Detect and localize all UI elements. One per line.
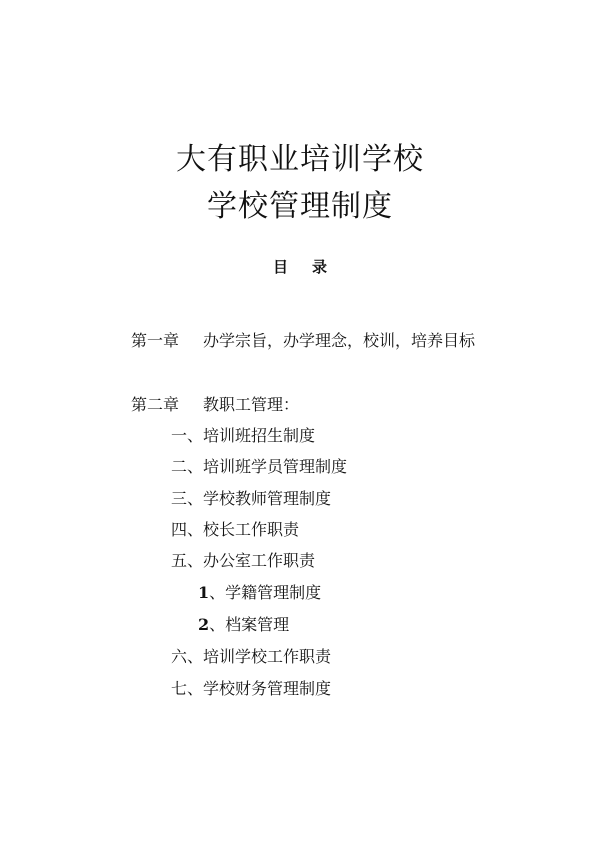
chapter-number: 第二章	[131, 395, 180, 414]
toc-heading-char-2: 录	[312, 258, 328, 276]
subsection-title: 、学籍管理制度	[209, 583, 322, 602]
chapter-title: 办学宗旨，办学理念，校训，培养目标	[203, 331, 476, 350]
chapter-number: 第一章	[131, 331, 180, 350]
toc-heading-char-1: 目	[272, 258, 288, 276]
toc-section-6: 六、培训学校工作职责	[171, 647, 332, 666]
toc-section-7: 七、学校财务管理制度	[171, 679, 332, 698]
subsection-title: 、档案管理	[209, 615, 290, 634]
document-title: 大有职业培训学校	[176, 142, 424, 177]
toc-section-3: 三、学校教师管理制度	[171, 489, 332, 508]
subsection-number: 2	[198, 615, 210, 634]
subsection-number: 1	[198, 583, 210, 602]
toc-heading	[0, 256, 600, 278]
toc-section-1: 一、培训班招生制度	[171, 426, 316, 445]
chapter-title: 教职工管理：	[203, 395, 300, 414]
toc-chapter-2	[131, 394, 299, 416]
toc-subsection-2	[198, 614, 289, 636]
toc-section-2: 二、培训班学员管理制度	[171, 457, 348, 476]
toc-chapter-1	[131, 330, 475, 352]
toc-section-4: 四、校长工作职责	[171, 520, 300, 539]
toc-subsection-1	[198, 582, 321, 604]
toc-section-5: 五、办公室工作职责	[171, 551, 316, 570]
document-subtitle: 学校管理制度	[207, 189, 393, 224]
